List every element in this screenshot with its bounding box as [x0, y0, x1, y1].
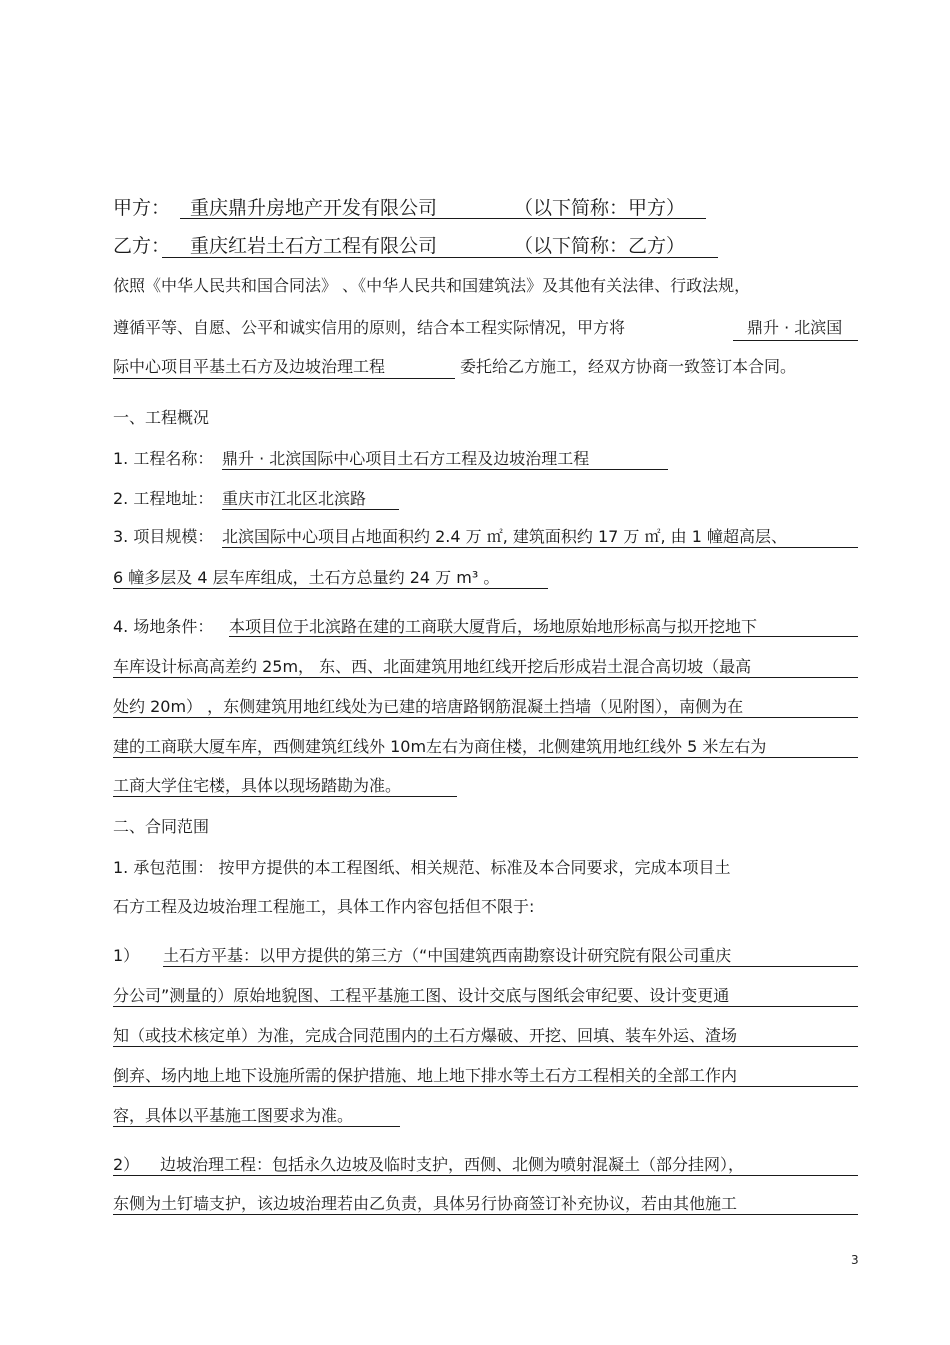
- party-a-alias: （以下简称：甲方）: [514, 197, 686, 219]
- party-a-label: 甲方：: [113, 197, 171, 219]
- project-name-part-2: 际中心项目平基土石方及边坡治理工程: [113, 357, 386, 376]
- party-b-label: 乙方：: [113, 235, 171, 257]
- slope-underline-1: [113, 1175, 858, 1176]
- project-scale-label: 3. 项目规模：: [113, 527, 214, 546]
- site-condition-underline-1: [229, 636, 858, 637]
- earthwork-underline-4: [113, 1086, 858, 1087]
- section-1-heading-text: 一、工程概况: [113, 408, 210, 427]
- project-address-label: 2. 工程地址：: [113, 489, 214, 508]
- project-scale-underline-2: [113, 588, 548, 589]
- project-address-value: 重庆市江北区北滨路: [222, 489, 367, 508]
- project-scale-underline-1: [222, 547, 858, 548]
- project-name-part-1: 鼎升 · 北滨国: [747, 318, 843, 337]
- earthwork-line-3: 知（或技术核定单）为准，完成合同范围内的土石方爆破、开挖、回填、装车外运、渣场: [113, 1026, 738, 1045]
- site-condition-line-3: 处约 20m） ，东侧建筑用地红线处为已建的培唐路钢筋混凝土挡墙（见附图），南侧为在: [113, 697, 744, 716]
- site-condition-underline-3: [113, 717, 858, 718]
- project-name-value: 鼎升 · 北滨国际中心项目土石方工程及边坡治理工程: [222, 449, 590, 468]
- earthwork-number: 1）: [113, 946, 140, 965]
- earthwork-line-1: 土石方平基：以甲方提供的第三方（“中国建筑西南勘察设计研究院有限公司重庆: [163, 946, 732, 965]
- slope-number: 2）: [113, 1155, 140, 1174]
- earthwork-line-4: 倒弃、场内地上地下设施所需的保护措施、地上地下排水等土石方工程相关的全部工作内: [113, 1066, 738, 1085]
- site-condition-underline-5: [113, 796, 457, 797]
- project-underline-2: [113, 378, 455, 379]
- site-condition-underline-4: [113, 757, 858, 758]
- site-condition-label: 4. 场地条件：: [113, 617, 214, 636]
- project-scale-line-2: 6 幢多层及 4 层车库组成，土石方总量约 24 万 m³ 。: [113, 568, 500, 587]
- earthwork-line-5: 容，具体以平基施工图要求为准。: [113, 1106, 354, 1125]
- party-b-name: 重庆红岩土石方工程有限公司: [190, 235, 438, 257]
- scope-line-2: 石方工程及边坡治理工程施工，具体工作内容包括但不限于:: [113, 897, 535, 916]
- party-b-underline: [162, 257, 718, 258]
- earthwork-underline-2: [113, 1006, 858, 1007]
- party-b-alias: （以下简称：乙方）: [514, 235, 686, 257]
- slope-line-2: 东侧为土钉墙支护，该边坡治理若由乙负责，具体另行协商签订补充协议，若由其他施工: [113, 1194, 738, 1213]
- site-condition-line-5: 工商大学住宅楼，具体以现场踏勘为准。: [113, 776, 402, 795]
- site-condition-line-1: 本项目位于北滨路在建的工商联大厦背后，场地原始地形标高与拟开挖地下: [229, 617, 758, 636]
- site-condition-underline-2: [113, 677, 858, 678]
- site-condition-line-2: 车库设计标高高差约 25m， 东、西、北面建筑用地红线开挖后形成岩土混合高切坡（最高: [113, 657, 752, 676]
- slope-underline-2: [113, 1214, 858, 1215]
- scope-line-1: 1. 承包范围： 按甲方提供的本工程图纸、相关规范、标准及本合同要求，完成本项目土: [113, 858, 731, 877]
- project-name-underline: [222, 469, 668, 470]
- earthwork-line-2: 分公司”测量的）原始地貌图、工程平基施工图、设计交底与图纸会审纪要、设计变更通: [113, 986, 730, 1005]
- project-scale-line-1: 北滨国际中心项目占地面积约 2.4 万 ㎡, 建筑面积约 17 万 ㎡, 由 1 幢超高层、: [222, 527, 788, 546]
- project-underline-1: [733, 340, 858, 341]
- site-condition-line-4: 建的工商联大厦车库，西侧建筑红线外 10m左右为商住楼，北侧建筑用地红线外 5 米左右为: [113, 737, 767, 756]
- party-a-underline: [180, 218, 706, 219]
- project-address-underline: [222, 509, 399, 510]
- earthwork-underline-5: [113, 1126, 400, 1127]
- slope-line-1: 边坡治理工程：包括永久边坡及临时支护，西侧、北侧为喷射混凝土（部分挂网），: [160, 1155, 745, 1174]
- page-number: 3: [851, 1253, 859, 1267]
- party-a-name: 重庆鼎升房地产开发有限公司: [190, 197, 438, 219]
- earthwork-underline-3: [113, 1046, 858, 1047]
- earthwork-underline-1: [163, 966, 858, 967]
- preamble-text-1: 依照《中华人民共和国合同法》 、《中华人民共和国建筑法》及其他有关法律、行政法规，: [113, 276, 751, 295]
- preamble-text-3: 委托给乙方施工，经双方协商一致签订本合同。: [460, 357, 797, 376]
- section-2-heading-text: 二、合同范围: [113, 817, 210, 836]
- preamble-text-2: 遵循平等、自愿、公平和诚实信用的原则，结合本工程实际情况，甲方将: [113, 318, 626, 337]
- project-name-label: 1. 工程名称：: [113, 449, 214, 468]
